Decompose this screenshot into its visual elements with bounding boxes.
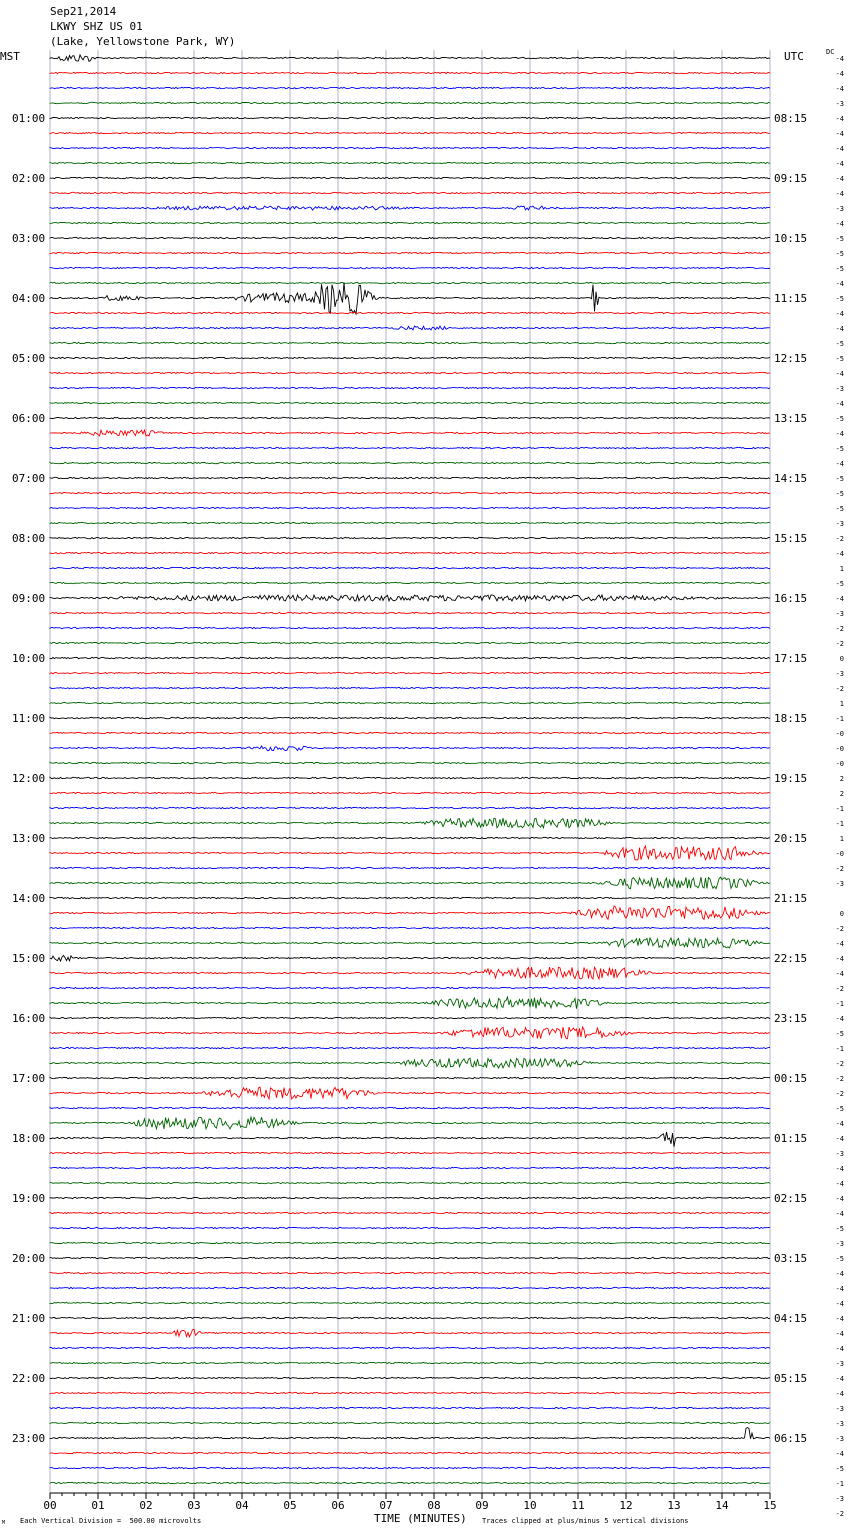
trace-row — [50, 342, 770, 343]
trace-row — [50, 1117, 770, 1129]
dc-offset-label: -0 — [835, 760, 844, 768]
right-hour-label: 17:15 — [774, 652, 808, 665]
x-tick-label: 02 — [139, 1499, 153, 1512]
trace-row — [50, 537, 770, 538]
trace-row — [50, 1027, 770, 1039]
dc-offset-label: -4 — [835, 370, 844, 378]
trace-row — [50, 997, 770, 1009]
left-hour-label: 06:00 — [12, 412, 46, 425]
plot-date: Sep21,2014 — [50, 5, 117, 18]
trace-row — [50, 717, 770, 718]
right-hour-label: 13:15 — [774, 412, 808, 425]
trace-row — [50, 582, 770, 583]
dc-offset-label: -4 — [835, 1450, 844, 1458]
right-hour-label: 10:15 — [774, 232, 808, 245]
right-hour-label: 18:15 — [774, 712, 808, 725]
trace-row — [50, 1302, 770, 1303]
dc-offset-label: -2 — [835, 1090, 844, 1098]
trace-row — [50, 762, 770, 763]
dc-offset-label: -4 — [835, 1015, 844, 1023]
dc-offset-label: -3 — [835, 610, 844, 618]
trace-row — [50, 492, 770, 493]
dc-offset-label: -5 — [835, 1465, 844, 1473]
left-hour-label: 04:00 — [12, 292, 46, 305]
trace-row — [50, 102, 770, 103]
right-hour-label: 02:15 — [774, 1192, 808, 1205]
left-hour-label: 03:00 — [12, 232, 46, 245]
clipping-note: Traces clipped at plus/minus 5 vertical divisions — [482, 1517, 689, 1525]
right-hour-label: 23:15 — [774, 1012, 808, 1025]
dc-offset-label: -5 — [835, 415, 844, 423]
right-hour-label: 03:15 — [774, 1252, 808, 1265]
dc-offset-label: -1 — [835, 1480, 844, 1488]
trace-row — [50, 967, 770, 979]
vertical-division-note: Each Vertical Division = 500.00 microvolts — [20, 1517, 202, 1525]
right-hour-label: 09:15 — [774, 172, 808, 185]
trace-row — [50, 282, 770, 283]
dc-offset-label: -4 — [835, 400, 844, 408]
trace-row — [50, 1182, 770, 1183]
dc-offset-label: -4 — [835, 55, 844, 63]
trace-row — [50, 117, 770, 118]
dc-offset-label: -4 — [835, 460, 844, 468]
x-tick-label: 04 — [235, 1499, 249, 1512]
trace-row — [50, 1212, 770, 1213]
dc-offset-label: -4 — [835, 115, 844, 123]
dc-offset-label: -1 — [835, 820, 844, 828]
left-hour-label: 23:00 — [12, 1432, 46, 1445]
dc-offset-labels — [836, 55, 844, 1518]
dc-offset-label: -5 — [835, 1225, 844, 1233]
trace-row — [50, 417, 770, 418]
dc-offset-label: -5 — [835, 505, 844, 513]
left-hour-label: 11:00 — [12, 712, 46, 725]
dc-offset-label: 2 — [839, 775, 844, 783]
left-hour-label: 12:00 — [12, 772, 46, 785]
trace-row — [50, 1428, 770, 1439]
trace-row — [50, 55, 770, 61]
right-hour-label: 05:15 — [774, 1372, 808, 1385]
left-hour-label: 13:00 — [12, 832, 46, 845]
dc-offset-label: -4 — [835, 85, 844, 93]
dc-offset-label: -4 — [835, 1375, 844, 1383]
dc-offset-label: -5 — [835, 445, 844, 453]
trace-row — [50, 387, 770, 388]
left-hour-label: 18:00 — [12, 1132, 46, 1145]
dc-offset-label: -4 — [835, 160, 844, 168]
dc-offset-label: -5 — [835, 250, 844, 258]
dc-offset-label: -3 — [835, 670, 844, 678]
trace-row — [50, 267, 770, 268]
trace-row — [50, 732, 770, 733]
dc-offset-label: -5 — [835, 580, 844, 588]
dc-offset-label: -4 — [835, 1195, 844, 1203]
dc-offset-label: -2 — [835, 640, 844, 648]
dc-offset-label: -3 — [835, 1435, 844, 1443]
trace-row — [50, 252, 770, 253]
dc-offset-label: -3 — [835, 100, 844, 108]
left-hour-label: 09:00 — [12, 592, 46, 605]
trace-row — [50, 567, 770, 568]
x-tick-label: 00 — [43, 1499, 57, 1512]
dc-offset-label: -4 — [835, 145, 844, 153]
dc-offset-label: -2 — [835, 1075, 844, 1083]
dc-offset-label: -4 — [835, 280, 844, 288]
dc-offset-label: -3 — [835, 385, 844, 393]
right-hour-label: 01:15 — [774, 1132, 808, 1145]
trace-row — [50, 87, 770, 88]
trace-row — [50, 477, 770, 478]
dc-offset-label: -5 — [835, 265, 844, 273]
dc-offset-label: -1 — [835, 1000, 844, 1008]
trace-row — [50, 402, 770, 403]
dc-offset-label: -4 — [835, 940, 844, 948]
dc-offset-label: -4 — [835, 1285, 844, 1293]
dc-offset-label: -1 — [835, 1045, 844, 1053]
trace-row — [50, 657, 770, 658]
trace-row — [50, 627, 770, 628]
trace-row — [50, 867, 770, 868]
trace-row — [50, 132, 770, 133]
x-tick-label: 14 — [715, 1499, 729, 1512]
dc-offset-label: -5 — [835, 295, 844, 303]
dc-offset-label: -3 — [835, 880, 844, 888]
trace-row — [50, 147, 770, 148]
left-hour-label: 19:00 — [12, 1192, 46, 1205]
trace-row — [50, 1287, 770, 1288]
dc-offset-label: -2 — [835, 985, 844, 993]
x-tick-label: 10 — [523, 1499, 537, 1512]
dc-offset-label: -4 — [835, 1300, 844, 1308]
x-tick-label: 12 — [619, 1499, 633, 1512]
dc-offset-label: 1 — [839, 835, 844, 843]
dc-offset-label: -4 — [835, 325, 844, 333]
right-hour-label: 16:15 — [774, 592, 808, 605]
dc-offset-label: -5 — [835, 340, 844, 348]
right-hour-label: 08:15 — [774, 112, 808, 125]
trace-row — [50, 1407, 770, 1408]
trace-row — [50, 1347, 770, 1348]
right-hour-label: 21:15 — [774, 892, 808, 905]
dc-offset-label: -3 — [835, 1420, 844, 1428]
dc-offset-label: -4 — [835, 595, 844, 603]
dc-offset-label: -3 — [835, 1495, 844, 1503]
dc-offset-label: -5 — [835, 1105, 844, 1113]
right-hour-label: 15:15 — [774, 532, 808, 545]
trace-row — [50, 206, 770, 210]
dc-offset-label: -2 — [835, 1510, 844, 1518]
trace-row — [50, 177, 770, 178]
dc-offset-label: -4 — [835, 130, 844, 138]
trace-row — [50, 846, 770, 860]
trace-row — [50, 792, 770, 793]
trace-row — [50, 807, 770, 808]
trace-row — [50, 312, 770, 313]
trace-row — [50, 702, 770, 703]
dc-offset-label: -4 — [835, 1180, 844, 1188]
trace-row — [50, 1377, 770, 1378]
trace-row — [50, 1392, 770, 1393]
x-tick-label: 06 — [331, 1499, 345, 1512]
left-hour-label: 16:00 — [12, 1012, 46, 1025]
x-tick-label: 08 — [427, 1499, 441, 1512]
dc-offset-label: -4 — [835, 1210, 844, 1218]
right-hour-label: 06:15 — [774, 1432, 808, 1445]
dc-offset-label: -4 — [835, 175, 844, 183]
dc-offset-label: -4 — [835, 1390, 844, 1398]
dc-offset-label: 0 — [839, 910, 844, 918]
trace-row — [50, 1329, 770, 1337]
trace-row — [50, 1272, 770, 1273]
trace-row — [50, 938, 770, 948]
dc-offset-label: -4 — [835, 1330, 844, 1338]
x-axis — [43, 1493, 776, 1512]
trace-row — [50, 612, 770, 613]
dc-offset-label: -4 — [835, 1135, 844, 1143]
dc-offset-label: -2 — [835, 925, 844, 933]
left-hour-label: 05:00 — [12, 352, 46, 365]
trace-row — [50, 162, 770, 163]
dc-offset-label: -3 — [835, 520, 844, 528]
x-tick-label: 13 — [667, 1499, 681, 1512]
trace-row — [50, 462, 770, 463]
seismic-traces — [50, 55, 770, 1484]
trace-row — [50, 897, 770, 898]
trace-row — [50, 1242, 770, 1243]
trace-row — [50, 72, 770, 73]
x-tick-label: 05 — [283, 1499, 297, 1512]
x-tick-label: 01 — [91, 1499, 105, 1512]
dc-offset-label: -4 — [835, 970, 844, 978]
trace-row — [50, 837, 770, 838]
trace-row — [50, 1422, 770, 1423]
trace-row — [50, 283, 770, 314]
trace-row — [50, 1087, 770, 1099]
x-tick-label: 09 — [475, 1499, 489, 1512]
dc-offset-label: -2 — [835, 1060, 844, 1068]
x-tick-label: 03 — [187, 1499, 201, 1512]
trace-row — [50, 877, 770, 889]
left-timezone-label: MST — [0, 50, 20, 63]
trace-row — [50, 430, 770, 436]
trace-row — [50, 372, 770, 373]
trace-row — [50, 1047, 770, 1048]
dc-offset-label: -5 — [835, 1255, 844, 1263]
dc-offset-label: -5 — [835, 475, 844, 483]
x-tick-label: 15 — [763, 1499, 777, 1512]
dc-offset-label: 1 — [839, 700, 844, 708]
trace-row — [50, 507, 770, 508]
dc-offset-label: 1 — [839, 565, 844, 573]
trace-row — [50, 1317, 770, 1318]
x-tick-label: 07 — [379, 1499, 393, 1512]
dc-offset-label: -5 — [835, 355, 844, 363]
trace-row — [50, 687, 770, 688]
trace-row — [50, 1227, 770, 1228]
trace-row — [50, 1452, 770, 1453]
left-hour-label: 20:00 — [12, 1252, 46, 1265]
trace-row — [50, 552, 770, 553]
trace-row — [50, 746, 770, 751]
dc-offset-label: 0 — [839, 655, 844, 663]
left-hour-label: 15:00 — [12, 952, 46, 965]
dc-offset-label: -0 — [835, 850, 844, 858]
dc-offset-label: -4 — [835, 1270, 844, 1278]
trace-row — [50, 357, 770, 358]
dc-offset-label: -4 — [835, 310, 844, 318]
right-hour-label: 11:15 — [774, 292, 808, 305]
minute-gridlines — [50, 50, 770, 1493]
left-hour-label: 17:00 — [12, 1072, 46, 1085]
trace-row — [50, 1362, 770, 1363]
trace-row — [50, 1077, 770, 1078]
trace-row — [50, 1152, 770, 1153]
trace-row — [50, 192, 770, 193]
trace-row — [50, 818, 770, 828]
corner-mark: M — [2, 1520, 6, 1526]
trace-row — [50, 1467, 770, 1468]
trace-row — [50, 777, 770, 778]
left-hour-label: 21:00 — [12, 1312, 46, 1325]
trace-row — [50, 222, 770, 223]
trace-row — [50, 642, 770, 643]
trace-row — [50, 522, 770, 523]
dc-offset-label: -2 — [835, 535, 844, 543]
dc-offset-label: -4 — [835, 220, 844, 228]
x-axis-title: TIME (MINUTES) — [374, 1512, 467, 1525]
left-hour-label: 02:00 — [12, 172, 46, 185]
dc-offset-label: -5 — [835, 1030, 844, 1038]
left-hour-labels — [12, 112, 45, 1445]
left-hour-label: 22:00 — [12, 1372, 46, 1385]
trace-row — [50, 1017, 770, 1018]
trace-row — [50, 1058, 770, 1068]
dc-offset-label: -4 — [835, 1165, 844, 1173]
dc-offset-label: -4 — [835, 1120, 844, 1128]
trace-row — [50, 987, 770, 988]
left-hour-label: 07:00 — [12, 472, 46, 485]
dc-offset-label: -4 — [835, 550, 844, 558]
station-location: (Lake, Yellowstone Park, WY) — [50, 35, 236, 48]
dc-offset-label: -4 — [835, 1315, 844, 1323]
dc-label: DC — [826, 48, 835, 56]
right-hour-label: 14:15 — [774, 472, 808, 485]
dc-offset-label: -4 — [835, 70, 844, 78]
dc-offset-label: -5 — [835, 235, 844, 243]
dc-offset-label: -3 — [835, 1405, 844, 1413]
dc-offset-label: -3 — [835, 205, 844, 213]
dc-offset-label: -4 — [835, 1345, 844, 1353]
trace-row — [50, 326, 770, 330]
trace-row — [50, 1197, 770, 1198]
x-tick-label: 11 — [571, 1499, 585, 1512]
trace-row — [50, 1482, 770, 1483]
trace-row — [50, 927, 770, 928]
dc-offset-label: -5 — [835, 490, 844, 498]
right-hour-label: 19:15 — [774, 772, 808, 785]
right-hour-label: 04:15 — [774, 1312, 808, 1325]
dc-offset-label: -4 — [835, 430, 844, 438]
left-hour-label: 10:00 — [12, 652, 46, 665]
dc-offset-label: -1 — [835, 805, 844, 813]
left-hour-label: 14:00 — [12, 892, 46, 905]
trace-row — [50, 1132, 770, 1147]
trace-row — [50, 1107, 770, 1108]
dc-offset-label: -3 — [835, 1240, 844, 1248]
station-code: LKWY SHZ US 01 — [50, 20, 143, 33]
dc-offset-label: -0 — [835, 730, 844, 738]
trace-row — [50, 237, 770, 238]
dc-offset-label: -3 — [835, 1360, 844, 1368]
left-hour-label: 08:00 — [12, 532, 46, 545]
dc-offset-label: -2 — [835, 625, 844, 633]
dc-offset-label: -0 — [835, 745, 844, 753]
right-timezone-label: UTC — [784, 50, 804, 63]
trace-row — [50, 956, 770, 962]
dc-offset-label: -4 — [835, 955, 844, 963]
right-hour-label: 22:15 — [774, 952, 808, 965]
trace-row — [50, 672, 770, 673]
left-hour-label: 01:00 — [12, 112, 46, 125]
trace-row — [50, 447, 770, 448]
right-hour-label: 12:15 — [774, 352, 808, 365]
right-hour-label: 20:15 — [774, 832, 808, 845]
trace-row — [50, 595, 770, 601]
dc-offset-label: -1 — [835, 715, 844, 723]
trace-row — [50, 1257, 770, 1258]
right-hour-label: 00:15 — [774, 1072, 808, 1085]
right-hour-labels — [774, 112, 807, 1445]
trace-row — [50, 906, 770, 919]
dc-offset-label: -4 — [835, 190, 844, 198]
trace-row — [50, 1167, 770, 1168]
dc-offset-label: -2 — [835, 685, 844, 693]
dc-offset-label: -2 — [835, 865, 844, 873]
dc-offset-label: 2 — [839, 790, 844, 798]
dc-offset-label: -3 — [835, 1150, 844, 1158]
